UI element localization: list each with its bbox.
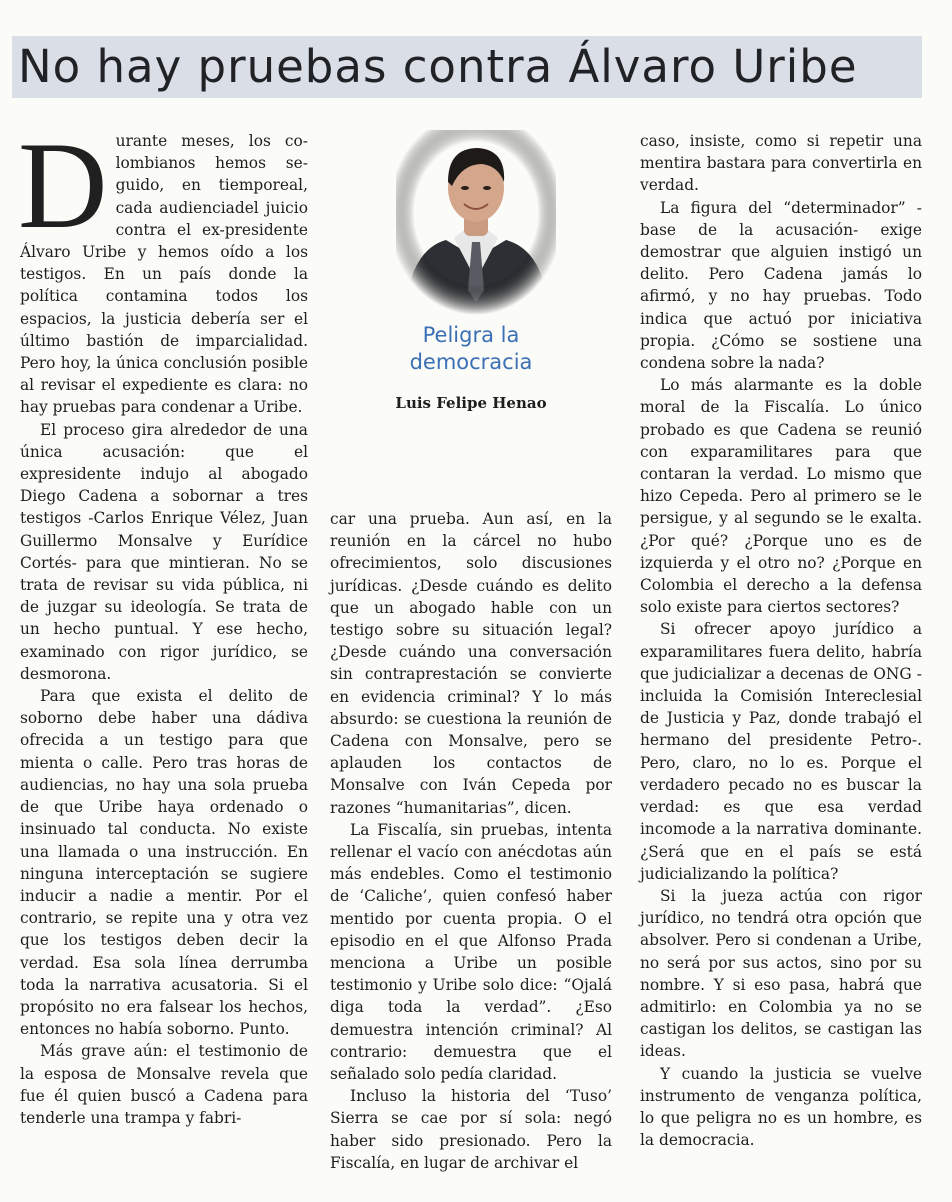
- paragraph: La Fiscalía, sin pruebas, intenta rellenar el vacío con anécdotas aún más endebles. Como el testimonio de ‘Caliche’, quien confesó haber mentido por cuenta propia. O el episodio en el que Alfonso Prada menciona a Uribe un posible testimonio y Uribe solo dice: “Ojalá diga toda la verdad”. ¿Eso demuestra intención criminal? Al contrario: demuestra que el señalado solo pedía claridad.: [330, 820, 612, 1084]
- section-label-line-2: democracia: [409, 350, 533, 374]
- article-column-2: [330, 508, 612, 1172]
- section-label: [330, 322, 612, 376]
- author-portrait: [396, 130, 556, 315]
- drop-cap: D: [18, 117, 108, 254]
- paragraph: Si ofrecer apoyo jurídico a exparamilitares fuera delito, habría que judicializar a decenas de ONG -incluida la Comisión Intereclesial de Justicia y Paz, donde trabajó el hermano del presidente Petro-. Pero, claro, no lo es. Porque el verdadero pecado no es buscar la verdad: es que esa verdad incomode a la narrativa dominante. ¿Será que en el país se está judicializando la política?: [640, 620, 922, 883]
- paragraph: Lo más alarmante es la doble moral de la Fiscalía. Lo único probado es que Cadena se reunió con exparamilitares para que contaran la verdad. Lo mismo que hizo Cepeda. Pero al primero se le persigue, y al segundo se le exalta. ¿Por qué? ¿Porque uno es de izquierda y el otro no? ¿Porque en Colombia el derecho a la defensa solo existe para ciertos sectores?: [640, 376, 922, 617]
- section-label-line-1: Peligra la: [422, 323, 520, 347]
- paragraph: La figura del “determinador” -base de la acusación- exige demostrar que alguien instigó un delito. Pero Cadena jamás lo afirmó, y no hay pruebas. Todo indica que actuó por iniciativa propia. ¿Cómo se sostiene una condena sobre la nada?: [640, 198, 922, 373]
- paragraph: Incluso la historia del ‘Tuso’ Sierra se cae por sí sola: negó haber sido presionado. Pero la Fiscalía, en lugar de archivar el: [330, 1087, 612, 1172]
- paragraph: Si la jueza actúa con rigor jurídico, no tendrá otra opción que absolver. Pero si condenan a Uribe, no será por sus actos, sino por su nombre. Y si eso pasa, habrá que admitirlo: en Colombia ya no se castigan los delitos, se castigan las ideas.: [640, 886, 922, 1061]
- article-column-1: [18, 117, 308, 1202]
- article-column-3: [640, 130, 922, 1190]
- paragraph: Para que exista el delito de soborno debe haber una dádiva ofrecida a un testigo para que mienta o calle. Pero tras horas de audiencias, no hay una sola prueba de que Uribe haya ordenado o insinuado tal conducta. No existe una llamada o una instrucción. En ninguna interceptación se sugiere inducir a nadie a mentir. Por el contrario, se repite una y otra vez que los testigos deben decir la verdad. Esa sola línea derrumba toda la narrativa acusatoria. Si el propósito no era falsear los hechos, entonces no había soborno. Punto.: [20, 687, 308, 1039]
- paragraph: Más grave aún: el testimonio de la esposa de Monsalve revela que fue él quien buscó a Cadena para tenderle una trampa y fabri-: [20, 1042, 308, 1127]
- headline: No hay pruebas contra Álvaro Uribe: [18, 40, 858, 93]
- paragraph: Y cuando la justicia se vuelve instrumento de venganza política, lo que peligra no es un hombre, es la democracia.: [640, 1064, 922, 1150]
- paragraph: El proceso gira alrededor de una única acusación: que el expresidente indujo al abogado Diego Cadena a sobornar a tres testigos -Carlos Enrique Vélez, Juan Guillermo Monsalve y Eurídice Cortés- para que mintieran. No se trata de revisar su vida pública, ni de juzgar su ideología. Se trata de un hecho puntual. Y ese hecho, examinado con rigor jurídico, se desmorona.: [20, 420, 308, 683]
- paragraph: car una prueba. Aun así, en la reunión en la cárcel no hubo ofrecimientos, solo discusiones jurídicas. ¿Desde cuándo es delito que un abogado hable con un testigo sobre su situación legal? ¿Desde cuándo una conversación sin contraprestación se convierte en evidencia criminal? Y lo más absurdo: se cuestiona la reunión de Cadena con Monsalve, pero se aplauden los contactos de Monsalve con Iván Cepeda por razones “humanitarias”, dicen.: [330, 510, 612, 817]
- paragraph: urante meses, los co-lombianos hemos se-guido, en tiemporeal, cada audienciadel juicio contra el ex-presidente Álvaro Uribe y hemos oído a los testigos. En un país donde la política contamina todos los espacios, la justicia debería ser el último bastión de imparcialidad. Pero hoy, la única conclusión posible al revisar el expediente es clara: no hay pruebas para condenar a Uribe.: [20, 132, 308, 417]
- byline: Luis Felipe Henao: [395, 394, 547, 412]
- paragraph: caso, insiste, como si repetir una mentira bastara para convertirla en verdad.: [640, 132, 922, 195]
